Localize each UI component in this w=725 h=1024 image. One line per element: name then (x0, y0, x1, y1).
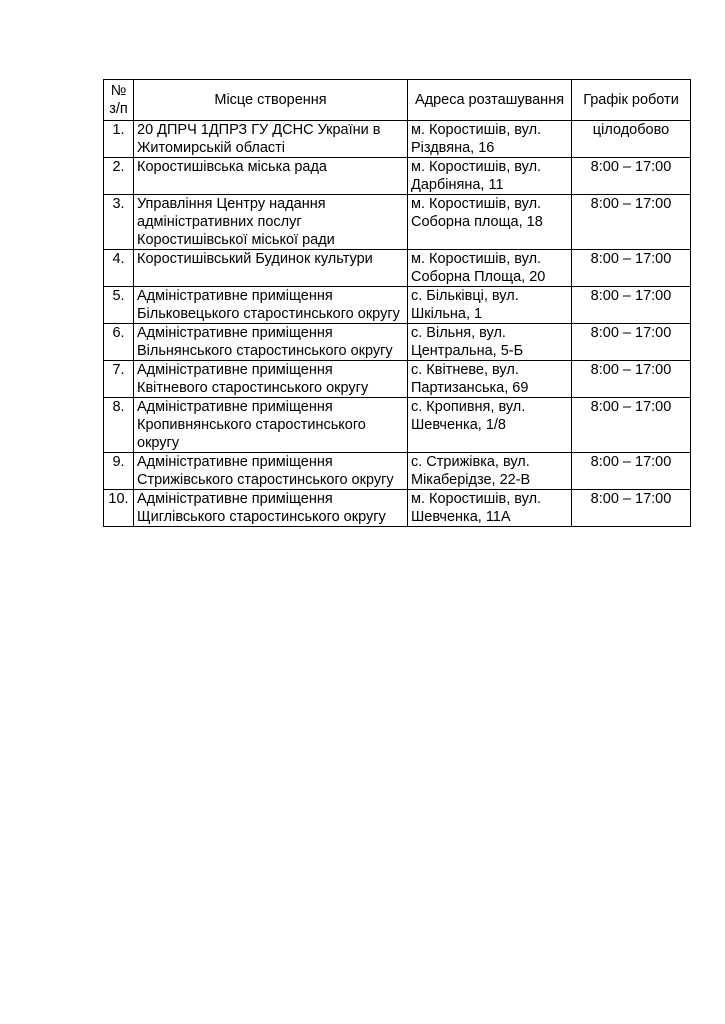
row-num: 7. (104, 361, 134, 398)
row-address: с. Кропивня, вул. Шевченка, 1/8 (408, 398, 572, 453)
row-num: 9. (104, 453, 134, 490)
row-address: с. Більківці, вул. Шкільна, 1 (408, 287, 572, 324)
row-address: с. Стрижівка, вул. Мікаберідзе, 22-В (408, 453, 572, 490)
header-row (104, 80, 691, 121)
row-place: Адміністративне приміщення Квітневого старостинського округу (134, 361, 408, 398)
row-num: 3. (104, 195, 134, 250)
row-schedule: цілодобово (572, 121, 691, 158)
row-address: с. Квітневе, вул. Партизанська, 69 (408, 361, 572, 398)
table-row (104, 324, 691, 361)
row-schedule: 8:00 – 17:00 (572, 195, 691, 250)
row-num: 6. (104, 324, 134, 361)
row-schedule: 8:00 – 17:00 (572, 453, 691, 490)
table-row (104, 121, 691, 158)
table-row (104, 250, 691, 287)
row-place: Адміністративне приміщення Щиглівського старостинського округу (134, 490, 408, 527)
header-address: Адреса розташування (408, 80, 572, 121)
table-row (104, 453, 691, 490)
header-place: Місце створення (134, 80, 408, 121)
header-num: № з/п (104, 80, 134, 121)
row-num: 5. (104, 287, 134, 324)
table-row (104, 287, 691, 324)
table-header (104, 80, 691, 121)
table-body (104, 121, 691, 527)
row-address: м. Коростишів, вул. Шевченка, 11А (408, 490, 572, 527)
table-row (104, 361, 691, 398)
row-address: м. Коростишів, вул. Соборна Площа, 20 (408, 250, 572, 287)
table-row (104, 158, 691, 195)
row-place: Управління Центру надання адміністративних послуг Коростишівської міської ради (134, 195, 408, 250)
row-schedule: 8:00 – 17:00 (572, 250, 691, 287)
row-num: 2. (104, 158, 134, 195)
row-num: 10. (104, 490, 134, 527)
row-place: Адміністративне приміщення Більковецького старостинського округу (134, 287, 408, 324)
row-schedule: 8:00 – 17:00 (572, 490, 691, 527)
row-address: м. Коростишів, вул. Різдвяна, 16 (408, 121, 572, 158)
row-num: 4. (104, 250, 134, 287)
row-schedule: 8:00 – 17:00 (572, 287, 691, 324)
row-num: 1. (104, 121, 134, 158)
row-address: с. Вільня, вул. Центральна, 5-Б (408, 324, 572, 361)
row-schedule: 8:00 – 17:00 (572, 158, 691, 195)
row-place: Адміністративне приміщення Кропивнянського старостинського округу (134, 398, 408, 453)
row-schedule: 8:00 – 17:00 (572, 398, 691, 453)
row-address: м. Коростишів, вул. Дарбіняна, 11 (408, 158, 572, 195)
row-place: Коростишівська міська рада (134, 158, 408, 195)
row-schedule: 8:00 – 17:00 (572, 324, 691, 361)
row-schedule: 8:00 – 17:00 (572, 361, 691, 398)
row-num: 8. (104, 398, 134, 453)
row-place: Адміністративне приміщення Стрижівського старостинського округу (134, 453, 408, 490)
header-schedule: Графік роботи (572, 80, 691, 121)
row-place: Коростишівський Будинок культури (134, 250, 408, 287)
table-row (104, 195, 691, 250)
shelters-table (103, 79, 691, 527)
row-address: м. Коростишів, вул. Соборна площа, 18 (408, 195, 572, 250)
table-row (104, 490, 691, 527)
row-place: Адміністративне приміщення Вільнянського старостинського округу (134, 324, 408, 361)
table-row (104, 398, 691, 453)
row-place: 20 ДПРЧ 1ДПРЗ ГУ ДСНС України в Житомирській області (134, 121, 408, 158)
